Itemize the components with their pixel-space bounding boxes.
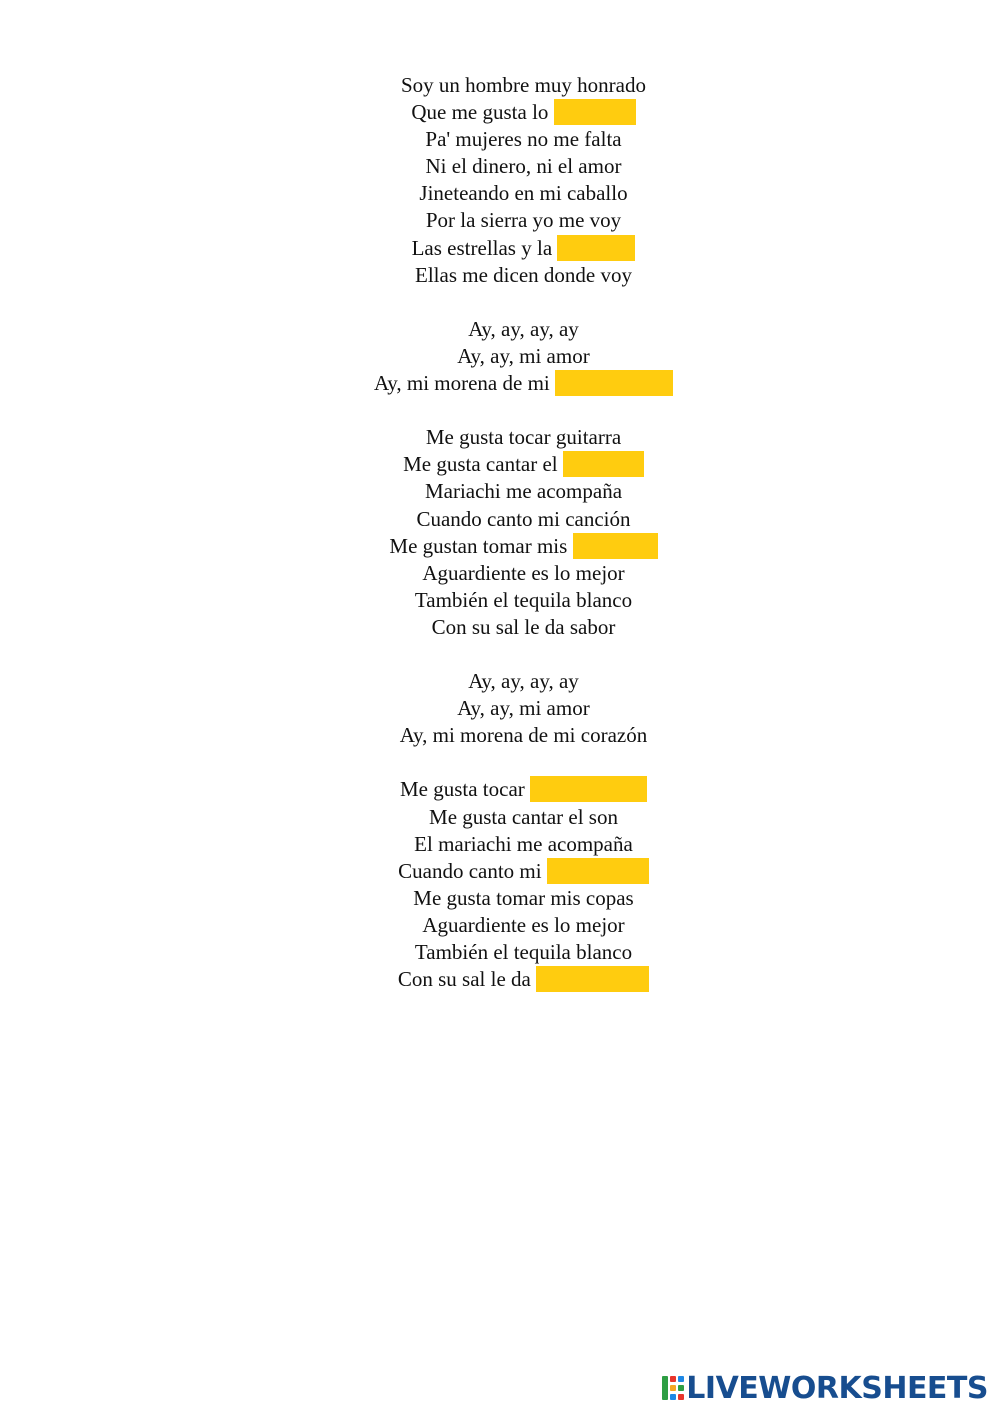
stanza-spacer [0,641,1000,668]
lyric-text: Ay, mi morena de mi [373,371,550,396]
lyric-text: Las estrellas y la [411,235,553,260]
lyric-text: Me gusta tocar [399,777,525,802]
lyric-line [0,776,1000,803]
lyric-line [0,478,1000,505]
lyric-line [0,966,1000,993]
lyric-line [0,587,1000,614]
lyric-line [0,72,1000,99]
stanza-spacer [0,749,1000,776]
lyric-line [0,722,1000,749]
lyric-text: También el tequila blanco [414,587,633,612]
stanza-spacer [0,397,1000,424]
lyric-text: Me gusta cantar el son [429,804,618,829]
lyric-text: Pa' mujeres no me falta [425,127,622,152]
lyric-line [0,533,1000,560]
lyric-line [0,424,1000,451]
lyric-line [0,668,1000,695]
lyric-text: Mariachi me acompaña [424,479,623,504]
lyric-text: Me gusta tomar mis copas [413,885,634,910]
lyric-text: Ay, mi morena de mi corazón [399,723,648,748]
lyric-text: Ay, ay, ay, ay [468,669,579,694]
lyric-text: Cuando canto mi canción [416,506,631,531]
liveworksheets-logo [662,1368,988,1408]
lyric-text: El mariachi me acompaña [414,831,633,856]
answer-blank-input[interactable] [557,235,635,261]
lyric-line [0,885,1000,912]
liveworksheets-grid-icon [662,1376,684,1400]
answer-blank-input[interactable] [555,370,673,396]
lyric-text: Me gustan tomar mis [389,533,568,558]
lyric-line [0,343,1000,370]
lyric-line [0,207,1000,234]
stanza [0,316,1000,397]
stanza [0,668,1000,749]
answer-blank-input[interactable] [530,776,647,802]
stanza [0,776,1000,993]
lyric-line [0,831,1000,858]
lyric-text: Aguardiente es lo mejor [422,560,625,585]
lyric-text: Que me gusta lo [411,100,549,125]
lyric-text: También el tequila blanco [414,940,633,964]
stanza-spacer [0,289,1000,316]
lyric-text: Jineteando en mi caballo [419,181,628,206]
lyric-line [0,370,1000,397]
lyric-line [0,316,1000,343]
lyric-line [0,614,1000,641]
lyrics-sheet [0,72,1000,993]
lyric-text: Cuando canto mi [398,858,542,883]
lyric-text: Ni el dinero, ni el amor [425,154,622,179]
lyric-line [0,912,1000,939]
lyric-line [0,235,1000,262]
lyric-text: Ay, ay, mi amor [457,343,590,368]
lyric-text: Con su sal le da sabor [431,614,616,639]
stanza [0,72,1000,289]
lyric-text: Con su sal le da [397,967,531,992]
answer-blank-input[interactable] [573,533,658,559]
lyric-line [0,506,1000,533]
lyric-line [0,451,1000,478]
lyric-line [0,804,1000,831]
lyric-text: Ay, ay, mi amor [457,696,590,721]
lyric-line [0,126,1000,153]
lyric-line [0,939,1000,966]
lyric-text: Por la sierra yo me voy [425,208,622,233]
lyric-text: Soy un hombre muy honrado [401,73,646,97]
logo-text: LIVEWORKSHEETS [686,1370,988,1406]
answer-blank-input[interactable] [536,966,649,992]
lyric-line [0,858,1000,885]
lyric-line [0,180,1000,207]
lyric-line [0,560,1000,587]
answer-blank-input[interactable] [563,451,644,477]
lyric-line [0,99,1000,126]
lyric-line [0,695,1000,722]
lyric-text: Me gusta tocar guitarra [425,425,622,450]
answer-blank-input[interactable] [554,99,636,125]
lyric-text: Aguardiente es lo mejor [422,912,625,937]
lyric-text: Ellas me dicen donde voy [415,262,632,287]
lyric-text: Ay, ay, ay, ay [468,316,579,341]
lyric-text: Me gusta cantar el [403,452,558,477]
answer-blank-input[interactable] [547,858,649,884]
lyric-line [0,262,1000,289]
stanza [0,424,1000,641]
lyric-line [0,153,1000,180]
